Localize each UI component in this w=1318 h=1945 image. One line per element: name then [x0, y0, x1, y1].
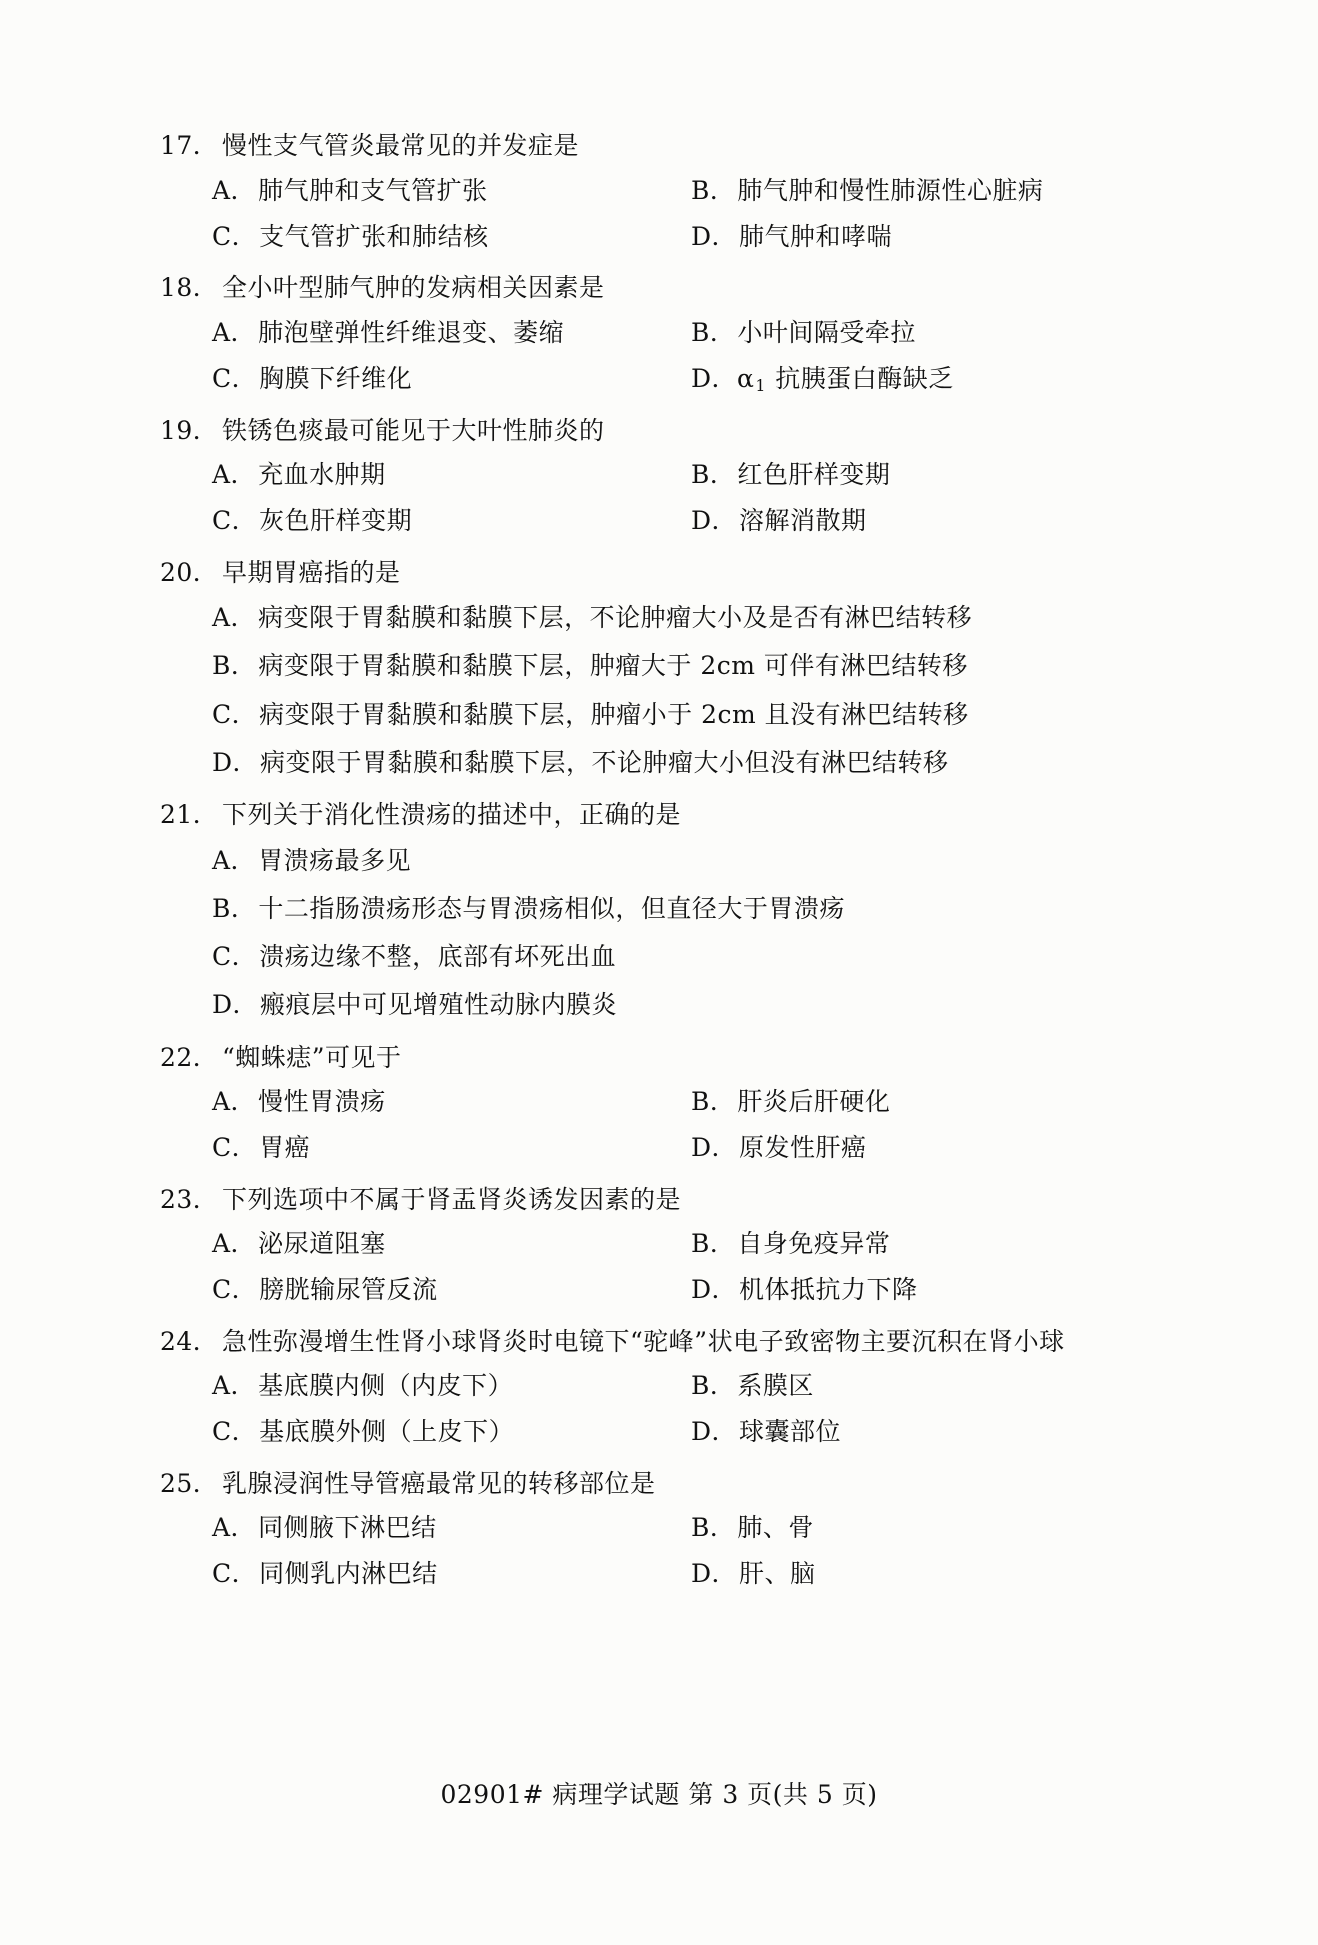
- question-text: 铁锈色痰最可能见于大叶性肺炎的: [222, 415, 605, 445]
- option-text: 基底膜内侧（内皮下）: [258, 1371, 514, 1401]
- option-text: 肺泡壁弹性纤维退变、萎缩: [258, 317, 565, 347]
- option-c[interactable]: [212, 214, 691, 260]
- option-d[interactable]: [691, 214, 1170, 260]
- option-c[interactable]: [212, 933, 1170, 981]
- option-label: D．: [691, 1417, 738, 1447]
- option-text: 病变限于胃黏膜和黏膜下层，肿瘤大于 2cm 可伴有淋巴结转移: [258, 651, 968, 681]
- option-d[interactable]: [691, 1551, 1170, 1597]
- option-label: A．: [212, 317, 257, 347]
- option-label: C．: [212, 699, 258, 729]
- option-text: 胸膜下纤维化: [259, 363, 413, 393]
- option-label: D．: [212, 990, 259, 1020]
- option-label: A．: [212, 175, 257, 205]
- option-label: D．: [691, 506, 738, 536]
- option-d[interactable]: [212, 739, 1170, 787]
- question-item: [160, 797, 1170, 1030]
- question-number: 25．: [160, 1468, 219, 1498]
- option-label: C．: [212, 1417, 258, 1447]
- option-group: [160, 1363, 1170, 1456]
- option-label: A．: [212, 603, 257, 633]
- option-text: 灰色肝样变期: [259, 506, 413, 536]
- option-d[interactable]: [691, 1409, 1170, 1455]
- option-text: 原发性肝癌: [739, 1133, 867, 1163]
- question-stem: [160, 797, 1170, 833]
- option-b[interactable]: [212, 885, 1170, 933]
- option-text: 系膜区: [737, 1371, 814, 1401]
- option-a[interactable]: [212, 1363, 691, 1409]
- question-item: [160, 128, 1170, 260]
- option-text: 肺气肿和支气管扩张: [258, 175, 488, 205]
- option-text: 充血水肿期: [258, 460, 386, 490]
- question-stem: [160, 270, 1170, 306]
- option-d[interactable]: [691, 1267, 1170, 1313]
- option-c[interactable]: [212, 498, 691, 544]
- option-label: B．: [691, 1087, 736, 1117]
- option-label: A．: [212, 1229, 257, 1259]
- question-stem: [160, 413, 1170, 449]
- option-b[interactable]: [691, 168, 1170, 214]
- option-label: B．: [691, 1229, 736, 1259]
- option-a[interactable]: [212, 310, 691, 356]
- option-label: B．: [212, 651, 257, 681]
- option-text: 小叶间隔受牵拉: [737, 317, 916, 347]
- question-text: 下列选项中不属于肾盂肾炎诱发因素的是: [222, 1184, 682, 1214]
- option-c[interactable]: [212, 1551, 691, 1597]
- option-group: [160, 1505, 1170, 1598]
- option-text: 基底膜外侧（上皮下）: [259, 1417, 515, 1447]
- question-text: 慢性支气管炎最常见的并发症是: [222, 131, 580, 160]
- question-text: 下列关于消化性溃疡的描述中，正确的是: [222, 800, 682, 830]
- option-text: 肺气肿和慢性肺源性心脏病: [737, 175, 1044, 205]
- option-d[interactable]: [691, 498, 1170, 544]
- option-c[interactable]: [212, 1125, 691, 1171]
- question-item: [160, 270, 1170, 403]
- question-number: 20．: [160, 557, 219, 587]
- option-b[interactable]: [691, 1363, 1170, 1409]
- option-a[interactable]: [212, 168, 691, 214]
- option-text: 十二指肠溃疡形态与胃溃疡相似，但直径大于胃溃疡: [258, 893, 845, 923]
- option-group: [160, 452, 1170, 545]
- question-stem: [160, 128, 1170, 164]
- option-label: D．: [691, 1133, 738, 1163]
- option-text: 病变限于胃黏膜和黏膜下层，肿瘤小于 2cm 且没有淋巴结转移: [259, 699, 969, 729]
- option-c[interactable]: [212, 356, 691, 403]
- option-text: 瘢痕层中可见增殖性动脉内膜炎: [260, 990, 618, 1020]
- question-stem: [160, 1466, 1170, 1502]
- option-label: C．: [212, 363, 258, 393]
- option-c[interactable]: [212, 1409, 691, 1455]
- option-text: 自身免疫异常: [737, 1229, 891, 1259]
- option-b[interactable]: [691, 1505, 1170, 1551]
- option-label: D．: [691, 1559, 738, 1589]
- question-text: 乳腺浸润性导管癌最常见的转移部位是: [222, 1468, 656, 1498]
- question-item: [160, 413, 1170, 545]
- option-text: 红色肝样变期: [737, 460, 891, 490]
- option-b[interactable]: [691, 1221, 1170, 1267]
- option-label: C．: [212, 1275, 258, 1305]
- option-label: A．: [212, 1513, 257, 1543]
- option-label: A．: [212, 1371, 257, 1401]
- question-text: 全小叶型肺气肿的发病相关因素是: [222, 273, 605, 302]
- question-text: 急性弥漫增生性肾小球肾炎时电镜下“驼峰”状电子致密物主要沉积在肾小球: [222, 1326, 1065, 1356]
- question-stem: [160, 1182, 1170, 1218]
- question-number: 19．: [160, 415, 219, 445]
- option-text: 肺气肿和哮喘: [739, 221, 893, 251]
- question-number: 22．: [160, 1042, 219, 1072]
- option-label: C．: [212, 1133, 258, 1163]
- option-text: 肝、脑: [739, 1559, 816, 1589]
- option-text: 球囊部位: [739, 1417, 842, 1447]
- question-item: [160, 1182, 1170, 1314]
- option-label: B．: [691, 1513, 736, 1543]
- option-label: D．: [691, 221, 738, 251]
- option-label: D．: [212, 747, 259, 777]
- option-d[interactable]: D．$\alpha_1$ 抗胰蛋白酶缺乏: [691, 363, 954, 396]
- option-group: [160, 168, 1170, 261]
- question-number: 18．: [160, 273, 219, 302]
- option-text: 胃癌: [259, 1133, 311, 1163]
- option-label: C．: [212, 942, 258, 972]
- option-label: B．: [691, 175, 736, 205]
- option-text: 溃疡边缘不整，底部有坏死出血: [259, 942, 617, 972]
- option-text: 肺、骨: [737, 1513, 814, 1543]
- question-item: [160, 555, 1170, 788]
- option-label: A．: [212, 460, 257, 490]
- question-number: 23．: [160, 1184, 219, 1214]
- option-text: 溶解消散期: [739, 506, 867, 536]
- option-label: A．: [212, 1087, 257, 1117]
- question-item: [160, 1324, 1170, 1456]
- question-list: [160, 128, 1170, 1608]
- question-stem: [160, 1040, 1170, 1076]
- question-text: “蜘蛛痣”可见于: [222, 1042, 402, 1072]
- option-text: 机体抵抗力下降: [739, 1275, 918, 1305]
- option-d[interactable]: [691, 1125, 1170, 1171]
- option-label: B．: [691, 317, 736, 347]
- option-d[interactable]: [212, 981, 1170, 1029]
- option-label: B．: [691, 460, 736, 490]
- question-number: 21．: [160, 800, 219, 830]
- option-group: [160, 310, 1170, 403]
- page-footer: 02901# 病理学试题 第 3 页(共 5 页): [440, 1780, 878, 1809]
- option-label: B．: [212, 893, 257, 923]
- option-text: 慢性胃溃疡: [258, 1087, 386, 1117]
- question-item: [160, 1040, 1170, 1172]
- option-c[interactable]: [212, 1267, 691, 1313]
- option-a[interactable]: [212, 452, 691, 498]
- option-group: [160, 1079, 1170, 1172]
- option-a[interactable]: [212, 1221, 691, 1267]
- option-text: 同侧腋下淋巴结: [258, 1513, 437, 1543]
- option-label: C．: [212, 1559, 258, 1589]
- option-group: [160, 1221, 1170, 1314]
- option-text: 肝炎后肝硬化: [737, 1087, 891, 1117]
- option-text: 膀胱输尿管反流: [259, 1275, 438, 1305]
- option-group: [160, 837, 1170, 1030]
- option-b[interactable]: [691, 1079, 1170, 1125]
- option-text: 胃溃疡最多见: [258, 845, 412, 875]
- option-b[interactable]: [691, 310, 1170, 356]
- option-text: 支气管扩张和肺结核: [259, 221, 489, 251]
- option-c[interactable]: [212, 691, 1170, 739]
- option-text: 病变限于胃黏膜和黏膜下层，不论肿瘤大小及是否有淋巴结转移: [258, 603, 973, 633]
- option-label: D．: [691, 1275, 738, 1305]
- option-label: A．: [212, 845, 257, 875]
- option-a[interactable]: [212, 837, 1170, 885]
- option-text: 泌尿道阻塞: [258, 1229, 386, 1259]
- option-a[interactable]: [212, 1505, 691, 1551]
- question-number: 24．: [160, 1326, 219, 1356]
- option-a[interactable]: [212, 594, 1170, 642]
- option-label: B．: [691, 1371, 736, 1401]
- option-a[interactable]: [212, 1079, 691, 1125]
- option-b[interactable]: [691, 452, 1170, 498]
- question-number: 17．: [160, 131, 219, 160]
- question-stem: [160, 1324, 1170, 1360]
- question-text: 早期胃癌指的是: [222, 557, 401, 587]
- question-stem: [160, 555, 1170, 591]
- option-label: C．: [212, 221, 258, 251]
- question-item: [160, 1466, 1170, 1598]
- option-b[interactable]: [212, 642, 1170, 690]
- option-group: [160, 594, 1170, 787]
- option-label: C．: [212, 506, 258, 536]
- option-text: 同侧乳内淋巴结: [259, 1559, 438, 1589]
- option-text: 病变限于胃黏膜和黏膜下层，不论肿瘤大小但没有淋巴结转移: [260, 747, 949, 777]
